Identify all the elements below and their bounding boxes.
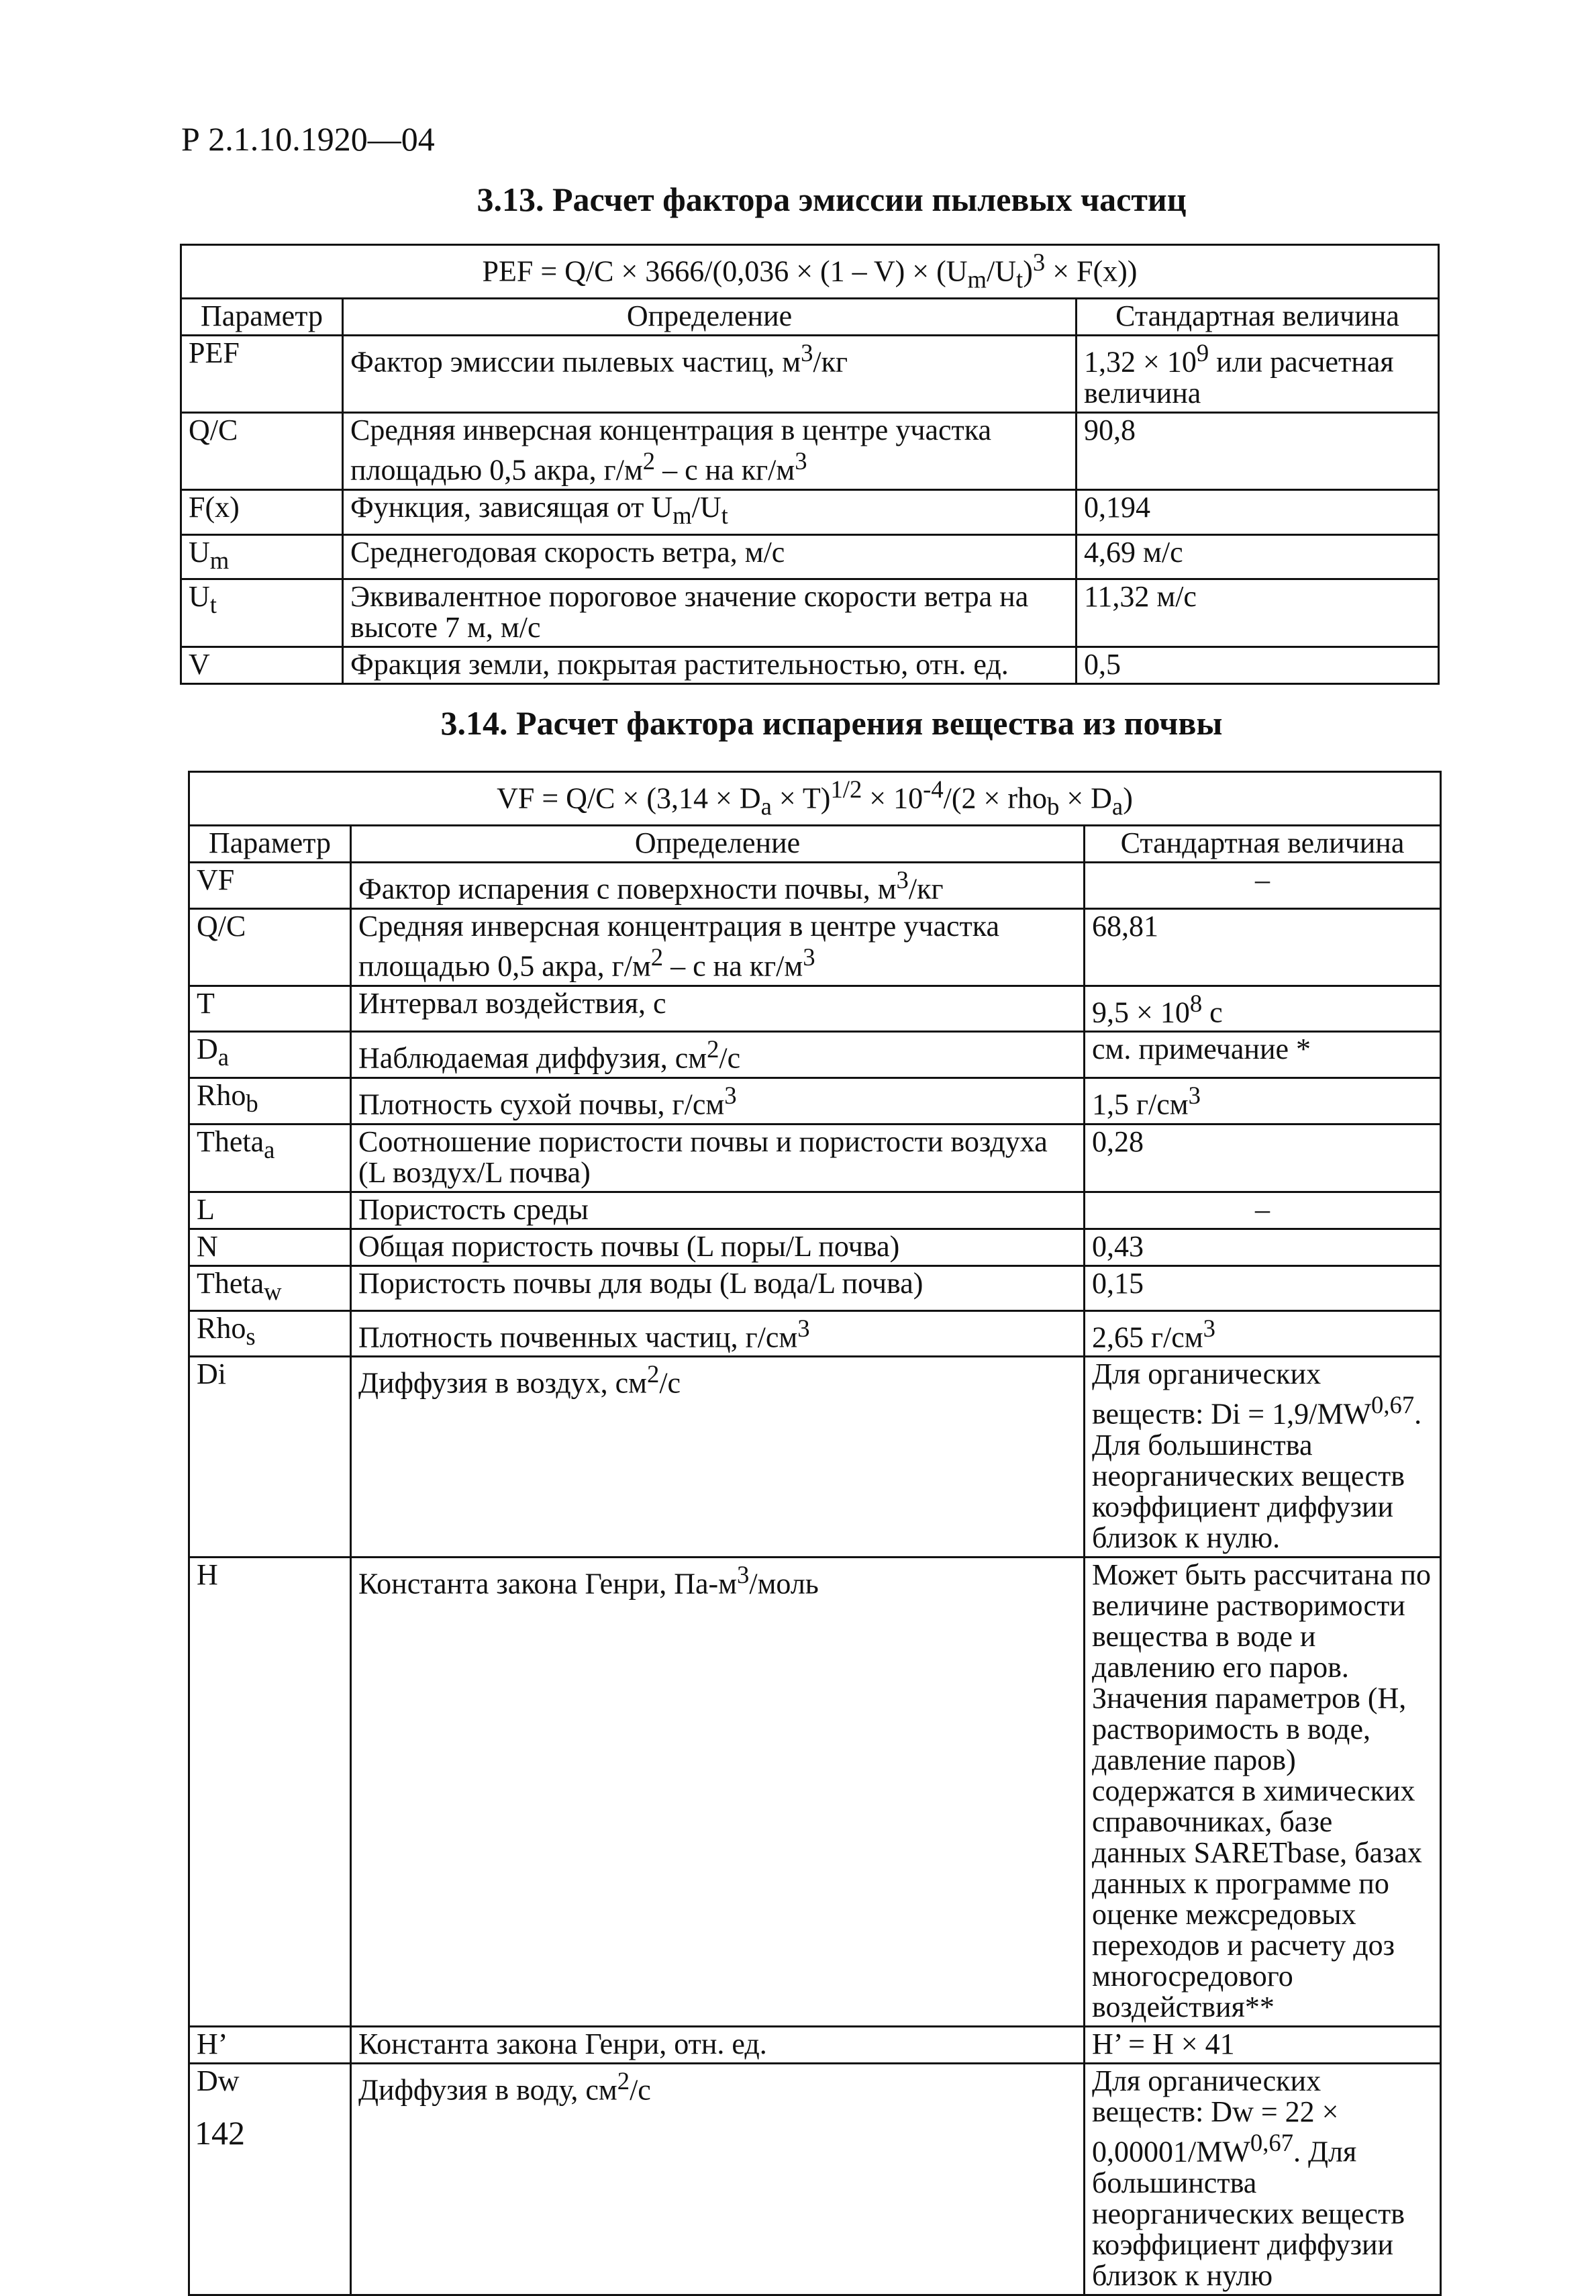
header-standard-value: Стандартная величина bbox=[1077, 299, 1439, 336]
value-cell: $9,5 \times 10^8$ с bbox=[1085, 986, 1441, 1032]
table-row bbox=[189, 1357, 1441, 1558]
page-number: 142 bbox=[195, 2114, 245, 2152]
definition-cell: Наблюдаемая диффузия, $см^2/с$ bbox=[351, 1032, 1085, 1078]
param-cell: V bbox=[181, 647, 343, 684]
definition-cell: Эквивалентное пороговое значение скорости ветра на высоте 7 м, м/с bbox=[343, 579, 1077, 647]
table-row bbox=[189, 1265, 1441, 1310]
formula-row bbox=[189, 772, 1441, 826]
definition-cell: Константа закона Генри, $Па-м^3$/моль bbox=[351, 1557, 1085, 2026]
value-cell: 2,65 $г/см^3$ bbox=[1085, 1310, 1441, 1357]
table-row bbox=[189, 1078, 1441, 1125]
param-cell: PEF bbox=[181, 336, 343, 413]
definition-cell: Средняя инверсная концентрация в центре участка площадью 0,5 акра, $г/м^2$ – с на $кг/м^3$ bbox=[343, 413, 1077, 490]
param-cell: $U_m$ bbox=[181, 534, 343, 579]
formula-cell: VF = $Q/C \times (3,14 \times D_a \times T)^{1/2} \times 10^{-4}/(2 \times rho_b \times D_a)$ bbox=[189, 772, 1441, 826]
value-cell: 0,15 bbox=[1085, 1265, 1441, 1310]
pef-parameter-table bbox=[180, 244, 1440, 685]
value-cell: 1,5 $г/см^3$ bbox=[1085, 1078, 1441, 1125]
param-cell: Rho$_b$ bbox=[189, 1078, 351, 1125]
param-cell: VF bbox=[189, 863, 351, 909]
table-row bbox=[189, 2026, 1441, 2063]
definition-cell: Фракция земли, покрытая растительностью, отн. ед. bbox=[343, 647, 1077, 684]
header-row bbox=[181, 299, 1439, 336]
value-cell: Для органических веществ: Di = 1,9/MW$^{0,67}$. Для большинства неорганических веществ коэффициент диффузии близок к нулю. bbox=[1085, 1357, 1441, 1558]
value-cell: 0,43 bbox=[1085, 1229, 1441, 1265]
param-cell: Rho$_s$ bbox=[189, 1310, 351, 1357]
value-cell: Может быть рассчитана по величине растворимости вещества в воде и давлению его паров. Значения параметров (H, растворимость в воде, давление паров) содержатся в химических справочниках, базе данных SARETbase, базах данных к программе по оценке межсредовых переходов и расчету доз многосредового воздействия** bbox=[1085, 1557, 1441, 2026]
param-cell: Theta$_w$ bbox=[189, 1265, 351, 1310]
definition-cell: Пористость среды bbox=[351, 1192, 1085, 1229]
param-cell: F(x) bbox=[181, 489, 343, 534]
value-cell: 0,5 bbox=[1077, 647, 1439, 684]
param-cell: $D_a$ bbox=[189, 1032, 351, 1078]
table-row bbox=[189, 1310, 1441, 1357]
header-standard-value: Стандартная величина bbox=[1085, 826, 1441, 863]
definition-cell: Диффузия в воду, $см^2/с$ bbox=[351, 2063, 1085, 2295]
section-title-3-14: 3.14. Расчет фактора испарения вещества из почвы bbox=[440, 704, 1223, 742]
table-row bbox=[189, 986, 1441, 1032]
definition-cell: Интервал воздействия, с bbox=[351, 986, 1085, 1032]
value-cell: – bbox=[1085, 1192, 1441, 1229]
definition-cell: Пористость почвы для воды (L вода/L почва) bbox=[351, 1265, 1085, 1310]
param-cell: Di bbox=[189, 1357, 351, 1558]
value-cell: 0,28 bbox=[1085, 1124, 1441, 1192]
definition-cell: Константа закона Генри, отн. ед. bbox=[351, 2026, 1085, 2063]
value-cell: H’ = H × 41 bbox=[1085, 2026, 1441, 2063]
param-cell: Q/C bbox=[189, 909, 351, 986]
param-cell: H bbox=[189, 1557, 351, 2026]
value-cell: 68,81 bbox=[1085, 909, 1441, 986]
param-cell: $U_t$ bbox=[181, 579, 343, 647]
value-cell: Для органических веществ: Dw = 22 × 0,00001/MW$^{0,67}$. Для большинства неорганических веществ коэффициент диффузии близок к нулю bbox=[1085, 2063, 1441, 2295]
table-row bbox=[189, 863, 1441, 909]
header-definition: Определение bbox=[343, 299, 1077, 336]
value-cell: 0,194 bbox=[1077, 489, 1439, 534]
param-cell: L bbox=[189, 1192, 351, 1229]
value-cell: $1,32 \times 10^9$ или расчетная величина bbox=[1077, 336, 1439, 413]
formula-cell: PEF = $Q/C \times 3666/(0,036 \times (1 - V) \times (U_m/U_t)^3 \times F(x))$ bbox=[181, 245, 1439, 299]
value-cell: 4,69 м/с bbox=[1077, 534, 1439, 579]
header-row bbox=[189, 826, 1441, 863]
definition-cell: Функция, зависящая от $U_m/U_t$ bbox=[343, 489, 1077, 534]
definition-cell: Фактор испарения с поверхности почвы, $м^3/кг$ bbox=[351, 863, 1085, 909]
table-row bbox=[181, 579, 1439, 647]
document-code: Р 2.1.10.1920—04 bbox=[181, 120, 435, 158]
header-definition: Определение bbox=[351, 826, 1085, 863]
param-cell: Dw bbox=[189, 2063, 351, 2295]
param-cell: Theta$_a$ bbox=[189, 1124, 351, 1192]
definition-cell: Плотность сухой почвы, $г/см^3$ bbox=[351, 1078, 1085, 1125]
table-row bbox=[189, 1124, 1441, 1192]
param-cell: Q/C bbox=[181, 413, 343, 490]
definition-cell: Среднегодовая скорость ветра, м/с bbox=[343, 534, 1077, 579]
table-row bbox=[181, 336, 1439, 413]
table-row bbox=[189, 1192, 1441, 1229]
table-row bbox=[189, 1557, 1441, 2026]
table-row bbox=[189, 909, 1441, 986]
table-row bbox=[181, 647, 1439, 684]
value-cell: см. примечание * bbox=[1085, 1032, 1441, 1078]
definition-cell: Общая пористость почвы (L поры/L почва) bbox=[351, 1229, 1085, 1265]
value-cell: – bbox=[1085, 863, 1441, 909]
table-row bbox=[189, 1032, 1441, 1078]
table-row bbox=[181, 413, 1439, 490]
definition-cell: Соотношение пористости почвы и пористости воздуха (L воздух/L почва) bbox=[351, 1124, 1085, 1192]
param-cell: N bbox=[189, 1229, 351, 1265]
param-cell: H’ bbox=[189, 2026, 351, 2063]
header-parameter: Параметр bbox=[189, 826, 351, 863]
table-row bbox=[189, 1229, 1441, 1265]
header-parameter: Параметр bbox=[181, 299, 343, 336]
definition-cell: Фактор эмиссии пылевых частиц, $м^3/кг$ bbox=[343, 336, 1077, 413]
section-title-3-13: 3.13. Расчет фактора эмиссии пылевых частиц bbox=[477, 181, 1187, 218]
table-row bbox=[181, 534, 1439, 579]
vf-parameter-table bbox=[188, 771, 1442, 2296]
definition-cell: Плотность почвенных частиц, $г/см^3$ bbox=[351, 1310, 1085, 1357]
value-cell: 90,8 bbox=[1077, 413, 1439, 490]
value-cell: 11,32 м/с bbox=[1077, 579, 1439, 647]
definition-cell: Средняя инверсная концентрация в центре участка площадью 0,5 акра, $г/м^2$ – с на $кг/м^3$ bbox=[351, 909, 1085, 986]
param-cell: T bbox=[189, 986, 351, 1032]
table-row bbox=[181, 489, 1439, 534]
formula-row bbox=[181, 245, 1439, 299]
definition-cell: Диффузия в воздух, $см^2/с$ bbox=[351, 1357, 1085, 1558]
table-row bbox=[189, 2063, 1441, 2295]
